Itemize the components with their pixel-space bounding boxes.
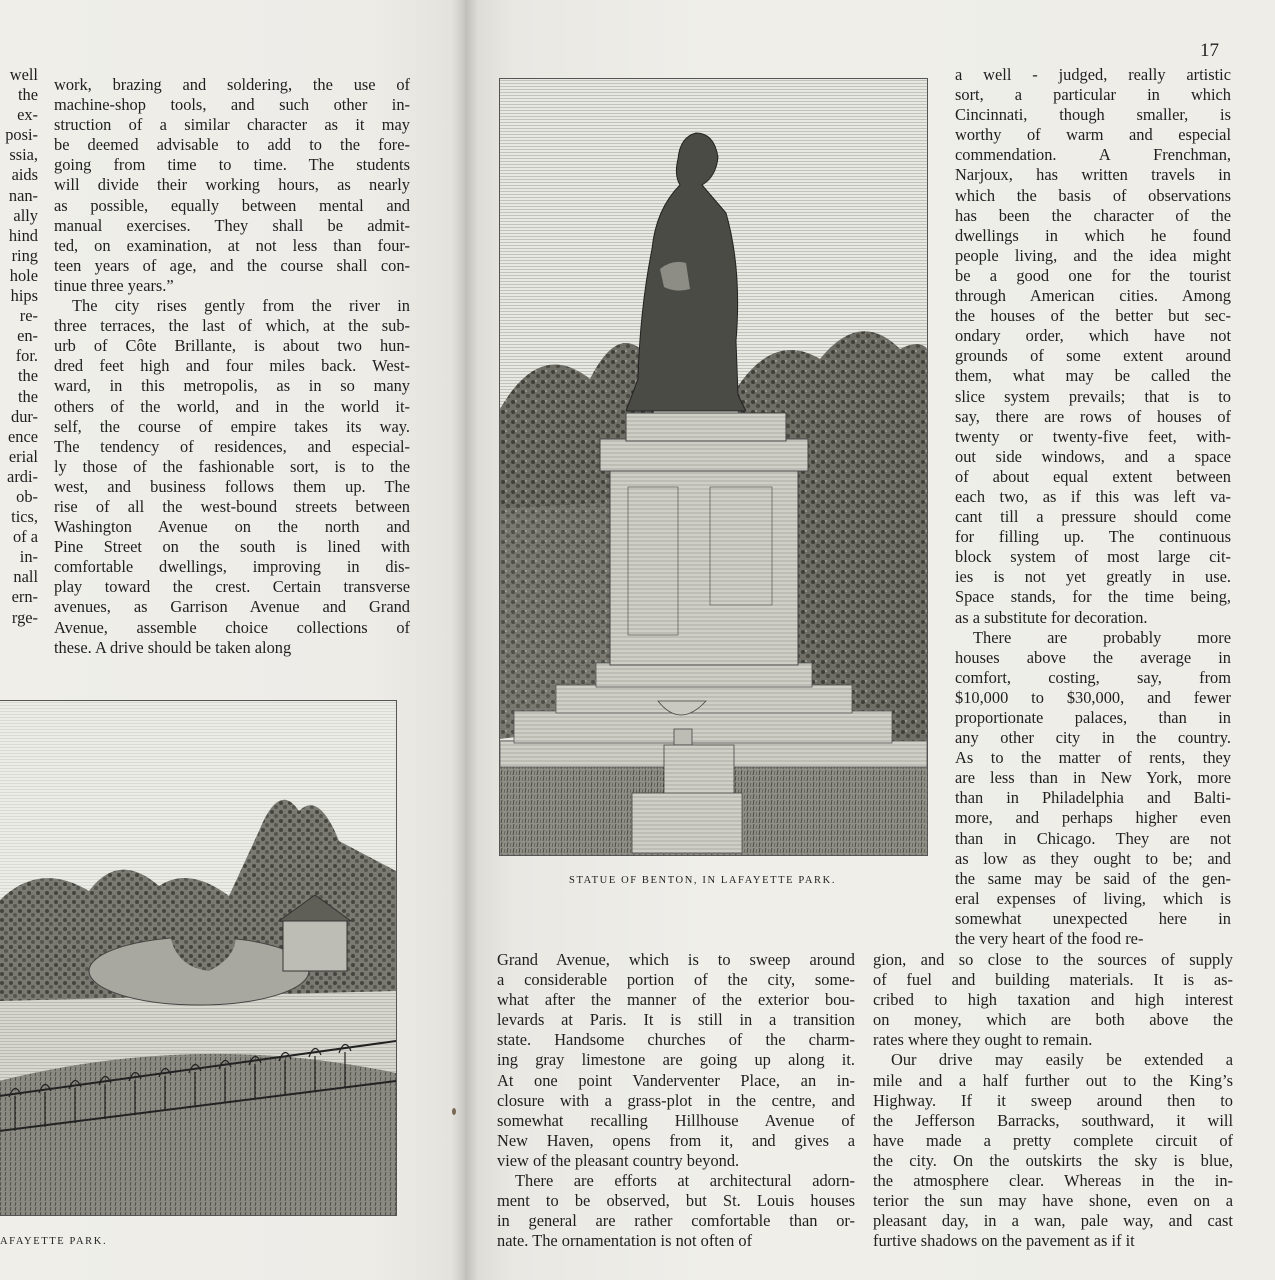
text-line: as a substitute for decoration. <box>955 607 1148 627</box>
text-line: grounds of some extent around <box>955 346 1231 366</box>
text-line: in general are rather comfortable than or- <box>497 1211 855 1231</box>
text-line: mile and a half further out to the King’s <box>873 1070 1233 1090</box>
text-line: ence <box>7 426 38 446</box>
text-line: for filling up. The continuous <box>955 527 1231 547</box>
text-line: ex- <box>17 105 38 125</box>
text-line: eral expenses of living, which is <box>955 888 1231 908</box>
text-line: well <box>9 65 38 84</box>
statue-caption: STATUE OF BENTON, IN LAFAYETTE PARK. <box>569 875 837 886</box>
text-line: self, the course of empire takes its way. <box>54 416 410 436</box>
text-line: have made a pretty complete circuit of <box>873 1130 1233 1150</box>
text-line: Avenue, assemble choice collections of <box>54 617 410 637</box>
text-line: en- <box>17 326 38 346</box>
text-line: terior the sun may have shone, even on a <box>873 1191 1233 1211</box>
text-line: Grand Avenue, which is to sweep around <box>497 950 855 969</box>
text-line: the atmosphere clear. Whereas in the in- <box>873 1171 1233 1191</box>
text-line: posi- <box>5 125 38 145</box>
text-line: furtive shadows on the pavement as if it <box>873 1231 1135 1251</box>
text-line: the <box>17 85 38 105</box>
text-line: rise of all the west-bound streets between <box>54 496 410 516</box>
text-line: hole <box>9 265 38 285</box>
text-line: say, there are rows of houses of <box>955 406 1231 426</box>
book-gutter <box>452 0 478 1280</box>
text-line: in- <box>19 547 38 567</box>
text-line: these. A drive should be taken along <box>54 637 292 657</box>
text-line: proportionate palaces, than in <box>955 708 1231 727</box>
text-line: ment to be observed, but St. Louis houses <box>497 1191 855 1211</box>
text-line: as low as they ought to be; and <box>955 848 1231 868</box>
text-line: cribed to high taxation and high interest <box>873 990 1233 1010</box>
text-line: the <box>17 366 38 386</box>
text-line: Narjoux, has written travels in <box>955 165 1231 185</box>
text-line: nall <box>13 567 38 587</box>
text-line: out side windows, and a space <box>955 446 1231 466</box>
park-caption: AFAYETTE PARK. <box>0 1236 108 1247</box>
text-line: each two, as if this was left va- <box>955 486 1231 506</box>
text-line: $10,000 to $30,000, and fewer <box>955 687 1231 707</box>
text-line: as possible, equally between mental and <box>54 195 410 215</box>
text-line: houses above the average in <box>955 647 1231 667</box>
text-line: ring <box>11 245 38 265</box>
text-line: New Haven, opens from it, and gives a <box>497 1130 855 1150</box>
text-line: than in Chicago. They are not <box>955 828 1231 848</box>
text-line: the same may be said of the gen- <box>955 868 1231 888</box>
text-line: which the basis of observations <box>955 185 1231 205</box>
text-line: be a good one for the tourist <box>955 265 1231 285</box>
text-line: There are efforts at architectural adorn- <box>515 1171 855 1191</box>
text-line: are less than in New York, more <box>955 768 1231 788</box>
text-line: ondary order, which have not <box>955 326 1231 346</box>
text-line: ies is not yet greatly in use. <box>955 567 1231 587</box>
text-line: ssia, <box>9 145 38 165</box>
text-line: Pine Street on the south is lined with <box>54 537 410 557</box>
text-line: view of the pleasant country beyond. <box>497 1150 740 1170</box>
left-text-column <box>54 75 410 658</box>
text-line: Cincinnati, though smaller, is <box>955 105 1231 125</box>
text-line: ally <box>13 205 38 225</box>
text-line: any other city in the country. <box>955 728 1231 748</box>
text-line: has been the character of the <box>955 205 1231 225</box>
text-line: the <box>17 386 38 406</box>
text-line: worthy of warm and especial <box>955 125 1231 145</box>
text-line: Space stands, for the time being, <box>955 587 1231 607</box>
text-line: than in Philadelphia and Balti- <box>955 788 1231 808</box>
statue-of-benton-illustration <box>499 78 928 856</box>
text-line: block system of most large cit- <box>955 547 1231 567</box>
text-line: dred feet high and four miles back. West- <box>54 356 410 376</box>
text-line: for. <box>15 346 38 366</box>
text-line: rge- <box>11 607 38 627</box>
text-line: nan- <box>8 185 38 205</box>
text-line: There are probably more <box>973 627 1231 647</box>
text-line: people living, and the idea might <box>955 245 1231 265</box>
text-line: three terraces, the last of which, at the sub- <box>54 316 410 336</box>
text-line: commendation. A Frenchman, <box>955 145 1231 165</box>
text-line: what after the manner of the exterior bou- <box>497 990 855 1010</box>
text-line: slice system prevails; that is to <box>955 386 1231 406</box>
text-line: dur- <box>11 406 38 426</box>
text-line: them, what may be called the <box>955 366 1231 386</box>
text-line: dwellings in which he found <box>955 225 1231 245</box>
page-number: 17 <box>1200 40 1219 61</box>
lafayette-park-illustration <box>0 700 397 1216</box>
text-line: rates where they ought to remain. <box>873 1030 1093 1050</box>
text-line: gion, and so close to the sources of supply <box>873 950 1233 969</box>
text-line: sort, a particular in which <box>955 85 1231 105</box>
text-line: comfortable dwellings, improving in dis- <box>54 557 410 577</box>
text-line: ly those of the fashionable sort, is to the <box>54 456 410 476</box>
text-line: the city. On the outskirts the sky is blue, <box>873 1150 1233 1170</box>
text-line: manual exercises. They shall be admit- <box>54 215 410 235</box>
bottom-middle-text-column <box>497 950 855 1251</box>
text-line: west, and business follows them up. The <box>54 476 410 496</box>
text-line: The city rises gently from the river in <box>72 296 410 316</box>
text-line: a considerable portion of the city, some- <box>497 970 855 990</box>
text-line: pleasant day, in a wan, pale way, and cast <box>873 1211 1233 1231</box>
text-line: re- <box>19 306 38 326</box>
text-line: a well - judged, really artistic <box>955 65 1231 84</box>
text-line: through American cities. Among <box>955 286 1231 306</box>
text-line: At one point Vanderventer Place, an in- <box>497 1070 855 1090</box>
text-line: teen years of age, and the course shall con- <box>54 255 410 275</box>
text-line: the houses of the better but sec- <box>955 306 1231 326</box>
text-line: comfort, costing, say, from <box>955 667 1231 687</box>
text-line: levards at Paris. It is still in a transition <box>497 1010 855 1030</box>
text-line: cant till a pressure should come <box>955 507 1231 527</box>
text-line: on money, which are both above the <box>873 1010 1233 1030</box>
text-line: somewhat recalling Hillhouse Avenue of <box>497 1110 855 1130</box>
text-line: hips <box>10 286 38 306</box>
text-line: The tendency of residences, and especial- <box>54 436 410 456</box>
text-line: somewhat unexpected here in <box>955 908 1231 928</box>
text-line: ob- <box>16 486 38 506</box>
text-line: closure with a grass-plot in the centre, and <box>497 1090 855 1110</box>
text-line: machine-shop tools, and such other in- <box>54 95 410 115</box>
text-line: twenty or twenty-five feet, with- <box>955 426 1231 446</box>
text-line: ted, on examination, at not less than four- <box>54 235 410 255</box>
text-line: Highway. If it sweep around then to <box>873 1090 1233 1110</box>
text-line: tinue three years.” <box>54 275 174 295</box>
text-line: tics, <box>11 507 38 527</box>
text-line: play toward the crest. Certain transverse <box>54 577 410 597</box>
text-line: Washington Avenue on the north and <box>54 517 410 537</box>
text-line: ing gray limestone are going up along it. <box>497 1050 855 1070</box>
text-line: avenues, as Garrison Avenue and Grand <box>54 597 410 617</box>
text-line: aids <box>11 165 38 185</box>
binding-mark <box>452 1108 456 1115</box>
text-line: more, and perhaps higher even <box>955 808 1231 828</box>
text-line: of about equal extent between <box>955 466 1231 486</box>
text-line: struction of a similar character as it may <box>54 115 410 135</box>
text-line: As to the matter of rents, they <box>955 748 1231 768</box>
left-edge-text-fragments <box>0 65 38 628</box>
text-line: ardi- <box>7 466 38 486</box>
text-line: state. Handsome churches of the charm- <box>497 1030 855 1050</box>
right-top-text-column <box>955 65 1231 949</box>
text-line: erial <box>8 446 38 466</box>
text-line: the very heart of the food re- <box>955 929 1144 949</box>
text-line: of a <box>12 527 38 547</box>
text-line: of fuel and building materials. It is as- <box>873 970 1233 990</box>
text-line: ward, in this metropolis, as in so many <box>54 376 410 396</box>
text-line: the Jefferson Barracks, southward, it will <box>873 1110 1233 1130</box>
text-line: work, brazing and soldering, the use of <box>54 75 410 94</box>
text-line: urb of Côte Brillante, is about two hun- <box>54 336 410 356</box>
text-line: ern- <box>11 587 38 607</box>
bottom-right-text-column <box>873 950 1233 1251</box>
text-line: going from time to time. The students <box>54 155 410 175</box>
text-line: will divide their working hours, as nearly <box>54 175 410 195</box>
text-line: be deemed advisable to add to the fore- <box>54 135 410 155</box>
text-line: nate. The ornamentation is not often of <box>497 1231 753 1251</box>
text-line: hind <box>8 225 38 245</box>
text-line: others of the world, and in the world it- <box>54 396 410 416</box>
text-line: Our drive may easily be extended a <box>891 1050 1233 1070</box>
